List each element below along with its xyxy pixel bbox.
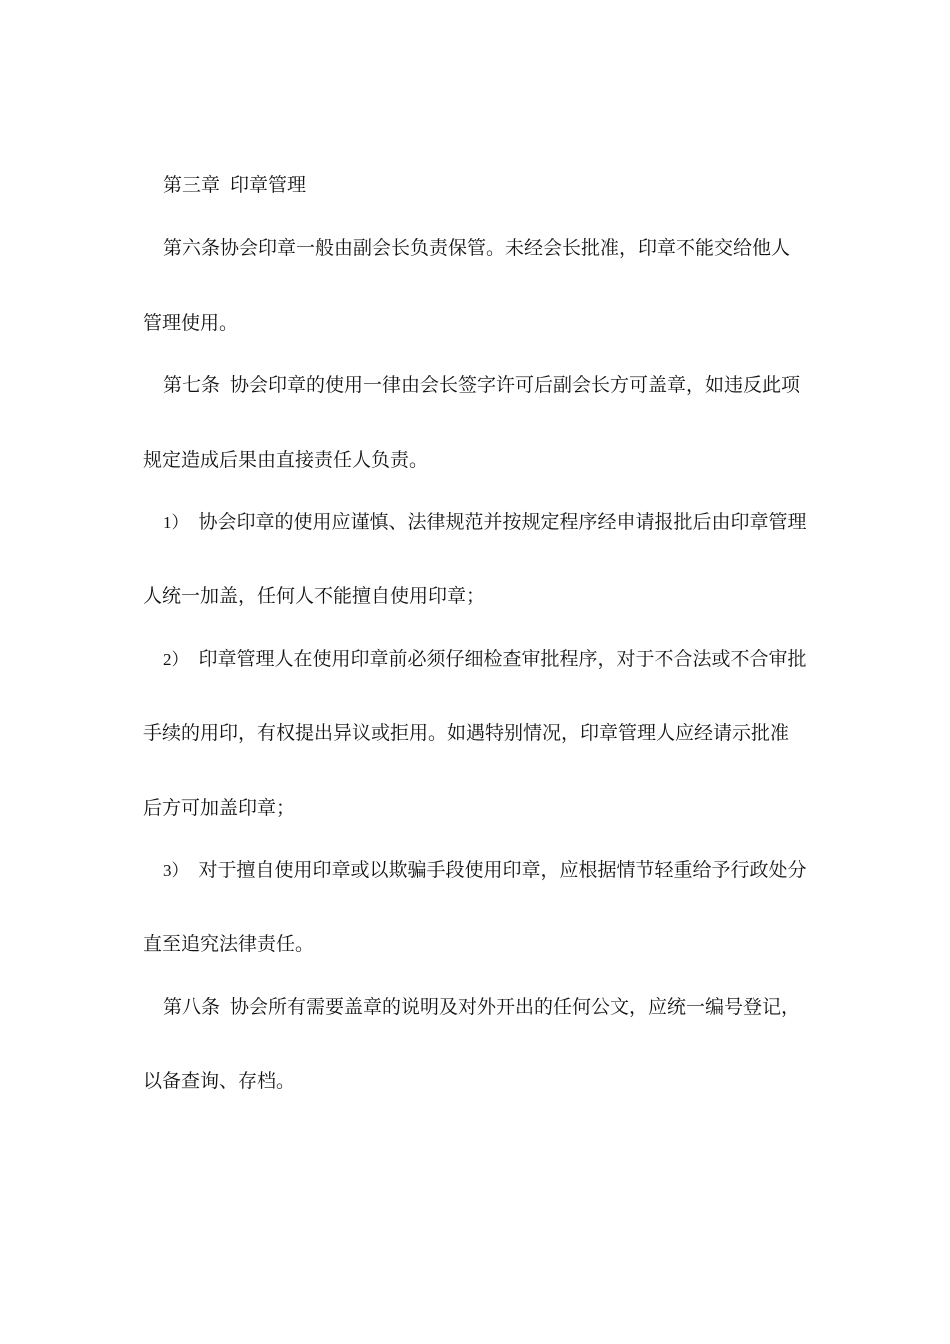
article-8-label: 第八条 bbox=[163, 996, 221, 1018]
item-2-number: 2） bbox=[163, 650, 189, 669]
article-7-line-2: 规定造成后果由直接责任人负责。 bbox=[143, 449, 429, 471]
article-6-line-1: 第六条协会印章一般由副会长负责保管。未经会长批准，印章不能交给他人 bbox=[163, 237, 791, 259]
item-1-text: 协会印章的使用应谨慎、法律规范并按规定程序经申请报批后由印章管理 bbox=[198, 511, 807, 533]
chapter-heading bbox=[163, 173, 306, 197]
article-7-text: 协会印章的使用一律由会长签字许可后副会长方可盖章，如违反此项 bbox=[230, 374, 801, 396]
item-2-line-2: 手续的用印，有权提出异议或拒用。如遇特别情况，印章管理人应经请示批准 bbox=[143, 722, 790, 744]
item-2-line-1 bbox=[163, 647, 807, 672]
item-1-number: 1） bbox=[163, 513, 189, 532]
article-8-line-2: 以备查询、存档。 bbox=[143, 1070, 296, 1092]
item-3-line-1 bbox=[163, 858, 807, 883]
chapter-title: 印章管理 bbox=[230, 174, 307, 196]
article-8-text: 协会所有需要盖章的说明及对外开出的任何公文，应统一编号登记， bbox=[230, 996, 801, 1018]
chapter-label: 第三章 bbox=[163, 174, 221, 196]
article-7-label: 第七条 bbox=[163, 374, 221, 396]
article-8-line-1 bbox=[163, 995, 800, 1019]
article-6-line-2: 管理使用。 bbox=[143, 312, 239, 334]
item-2-line-3: 后方可加盖印章； bbox=[143, 797, 296, 819]
article-7-line-1 bbox=[163, 373, 800, 397]
item-3-text: 对于擅自使用印章或以欺骗手段使用印章，应根据情节轻重给予行政处分 bbox=[198, 859, 807, 881]
item-3-number: 3） bbox=[163, 861, 189, 880]
item-1-line-2: 人统一加盖，任何人不能擅自使用印章； bbox=[143, 585, 486, 607]
item-1-line-1 bbox=[163, 510, 807, 535]
item-3-line-2: 直至追究法律责任。 bbox=[143, 933, 315, 955]
item-2-text: 印章管理人在使用印章前必须仔细检查审批程序，对于不合法或不合审批 bbox=[198, 648, 807, 670]
